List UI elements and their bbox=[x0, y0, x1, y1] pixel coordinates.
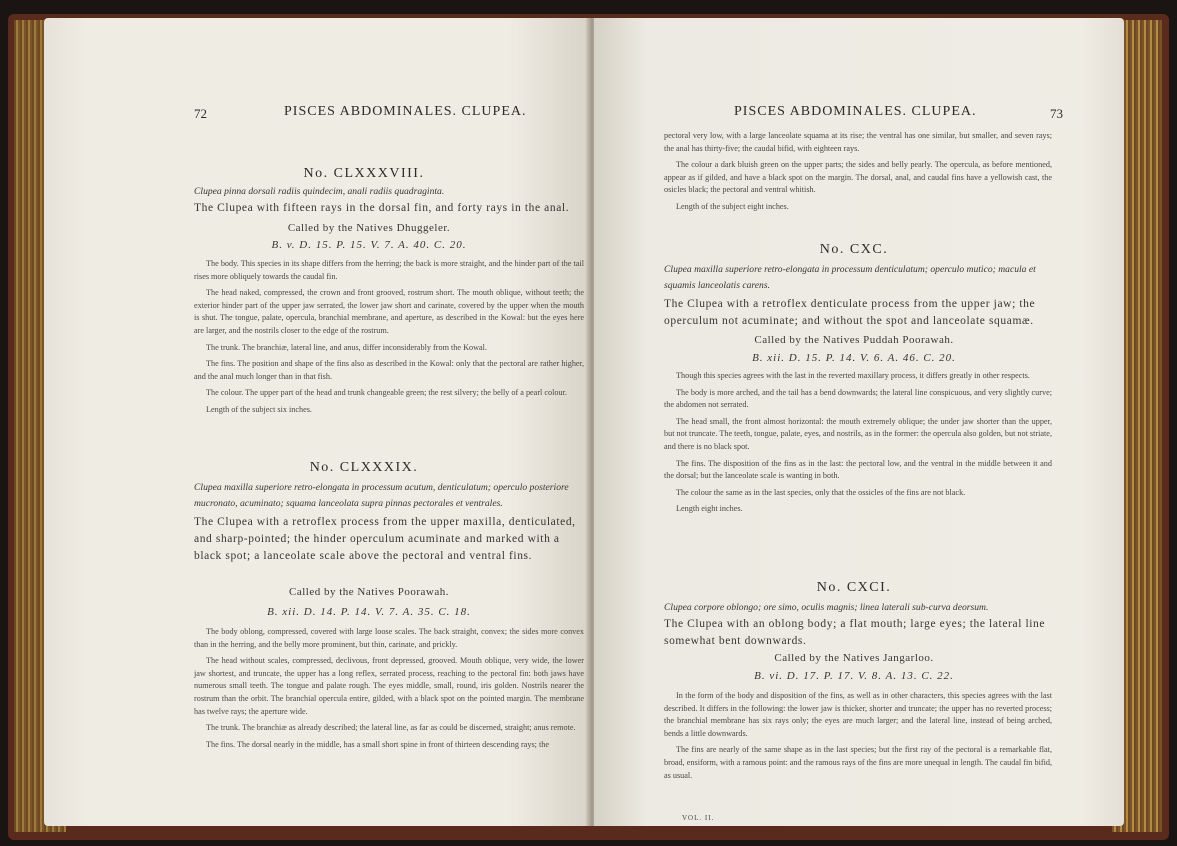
continuation-text bbox=[664, 130, 1052, 218]
paragraph: Length of the subject eight inches. bbox=[676, 201, 789, 211]
section-number: No. CXCI. bbox=[816, 580, 892, 595]
fin-formula: B. xii. D. 15. P. 14. V. 6. A. 46. C. 20. bbox=[752, 352, 956, 364]
native-name: Called by the Natives Jangarloo. bbox=[774, 652, 934, 664]
page-number: 73 bbox=[1050, 106, 1063, 121]
section-number: No. CXC. bbox=[819, 242, 889, 257]
paragraph: The fins. The position and shape of the fins also as described in the Kowal: only that the pectoral are rather higher, and the anal much longer than in that fish. bbox=[194, 359, 584, 381]
fin-formula: B. vi. D. 17. P. 17. V. 8. A. 13. C. 22. bbox=[754, 670, 954, 682]
paragraph: The body oblong, compressed, covered with large loose scales. The back straight, convex; the sides more convex than in the herring, and the belly more prominent, but thin, carinate, and prickly. bbox=[194, 627, 584, 649]
native-name: Called by the Natives Puddah Poorawah. bbox=[754, 334, 954, 346]
paragraph: The fins. The disposition of the fins as in the last: the pectoral low, and the ventral in the middle between it and the dorsal; but the lanceolate scale is wanting in both. bbox=[664, 458, 1052, 481]
latin-diagnosis: Clupea corpore oblongo; ore simo, oculis magnis; linea laterali sub-curva deorsum. bbox=[664, 602, 989, 613]
right-page bbox=[594, 18, 1124, 826]
english-description: The Clupea with a retroflex process from the upper maxilla, denticulated, and sharp-pointed; the hinder operculum acuminate and marked with a black spot; a lanceolate scale above the pectoral and ventral fins. bbox=[194, 516, 576, 562]
paragraph: The body is more arched, and the tail has a bend downwards; the lateral line conspicuous, and very slightly curve; the abdomen not serrated. bbox=[664, 387, 1052, 410]
paragraph: The body. This species in its shape differs from the herring; the back is more straight, and the hinder part of the tail rises more obliquely towards the caudal fin. bbox=[194, 259, 584, 281]
paragraph: The head naked, compressed, the crown and front grooved, rostrum short. The mouth oblique, without teeth; the exterior hinder part of the upper jaw serrated, the lower jaw short and carinate, covered by the upper when the mouth is shut. The tongue, palate, opercula, branchial membrane, and aperture, as described in the Kowal: but the eyes here are larger, and the nostrils closer to the edge of the rostrum. bbox=[194, 288, 584, 335]
running-header: PISCES ABDOMINALES. CLUPEA. bbox=[734, 104, 977, 119]
latin-diagnosis: Clupea maxilla superiore retro-elongata in processum acutum, denticulatum; operculo posteriore mucronato, acuminato; squama lanceolata supra pinnas pectorales et ventrales. bbox=[194, 482, 569, 509]
running-header: PISCES ABDOMINALES. CLUPEA. bbox=[284, 104, 527, 119]
paragraph: Length eight inches. bbox=[676, 504, 743, 514]
paragraph: The head without scales, compressed, declivous, front depressed, grooved. Mouth oblique, very wide, the lower jaw shortest, and truncate, the upper has a long reflex, serrated process, reaching to the pectoral fin: both jaws have numerous small teeth. The tongue and palate rough. The eyes middle, small, round, iris golden. Nostrils nearer the rostrum than the orbit. The branchial opercula entire, gilded, with a black spot on the pointed margin. The membrane has twelve rays; the aperture wide. bbox=[194, 656, 584, 716]
section-body bbox=[664, 690, 1052, 786]
paragraph: The colour. The upper part of the head and trunk changeable green; the rest silvery; the belly of a pearl colour. bbox=[206, 388, 567, 398]
paragraph: Though this species agrees with the last in the reverted maxillary process, it differs greatly in other respects. bbox=[676, 371, 1030, 380]
paragraph: The trunk. The branchiæ, lateral line, and anus, differ inconsiderably from the Kowal. bbox=[206, 342, 487, 352]
latin-diagnosis: Clupea maxilla superiore retro-elongata in processum denticulatum; operculo mutico; macula et squamis lanceolatis carens. bbox=[664, 264, 1036, 291]
left-page bbox=[44, 18, 590, 826]
paragraph: The colour a dark bluish green on the upper parts; the sides and belly pearly. The opercula, as before mentioned, appear as if gilded, and have a black spot on the margin. The dorsal, anal, and caudal fins have a yellowish cast, the osicles black; the pectoral and ventral whitish. bbox=[664, 160, 1052, 195]
paragraph: In the form of the body and disposition of the fins, as well as in other characters, this species agrees with the last described. It differs in the following: the lower jaw is thicker, shorter and truncate; the upper has no reverted process; the branchial membrane has six rays only; the eyes are much larger; and the lateral line, instead of being arched, bends a little downwards. bbox=[664, 691, 1052, 738]
section-body bbox=[194, 258, 584, 421]
section-number: No. CLXXXIX. bbox=[309, 460, 419, 475]
fin-formula: B. xii. D. 14. P. 14. V. 7. A. 35. C. 18. bbox=[267, 606, 471, 618]
english-description: The Clupea with a retroflex denticulate process from the upper jaw; the operculum not acuminate; and without the spot and lanceolate squamæ. bbox=[664, 298, 1036, 327]
native-name: Called by the Natives Dhuggeler. bbox=[287, 222, 451, 234]
paragraph: The fins are nearly of the same shape as in the last species; but the first ray of the pectoral is a remarkable flat, broad, ensiform, with a ramous point: and the ramous rays of the fins are more unequal in length. The caudal fin bifid, as usual. bbox=[664, 745, 1052, 780]
paragraph: Length of the subject six inches. bbox=[206, 404, 312, 414]
paragraph: The trunk. The branchiæ as already described; the lateral line, as far as could be discerned, straight; anus remote. bbox=[206, 723, 576, 733]
section-body bbox=[194, 626, 584, 755]
english-description: The Clupea with fifteen rays in the dorsal fin, and forty rays in the anal. bbox=[194, 202, 570, 214]
section-number: No. CLXXXVIII. bbox=[303, 166, 425, 181]
paragraph: pectoral very low, with a large lanceolate squama at its rise; the ventral has one similar, but smaller, and seven rays; the anal has thirty-five; the caudal bifid, with eighteen rays. bbox=[664, 131, 1052, 153]
signature-mark: VOL. II. bbox=[682, 814, 715, 822]
paragraph: The fins. The dorsal nearly in the middle, has a small short spine in front of thirteen descending rays; the bbox=[206, 739, 549, 749]
english-description: The Clupea with an oblong body; a flat mouth; large eyes; the lateral line somewhat bent downwards. bbox=[664, 618, 1046, 647]
paragraph: The colour the same as in the last species, only that the ossicles of the fins are not black. bbox=[676, 487, 966, 497]
fin-formula: B. v. D. 15. P. 15. V. 7. A. 40. C. 20. bbox=[271, 239, 467, 251]
latin-diagnosis: Clupea pinna dorsali radiis quindecim, anali radiis quadraginta. bbox=[194, 186, 445, 197]
section-body bbox=[664, 370, 1052, 520]
paragraph: The head small, the front almost horizontal: the mouth extremely oblique; the under jaw shorter than the upper, but not truncate. The teeth, tongue, palate, eyes, and nostrils, as in the former: the opercula also golden, but not striate, and there is no black spot. bbox=[664, 416, 1052, 451]
page-number: 72 bbox=[194, 106, 207, 121]
native-name: Called by the Natives Poorawah. bbox=[289, 586, 449, 598]
